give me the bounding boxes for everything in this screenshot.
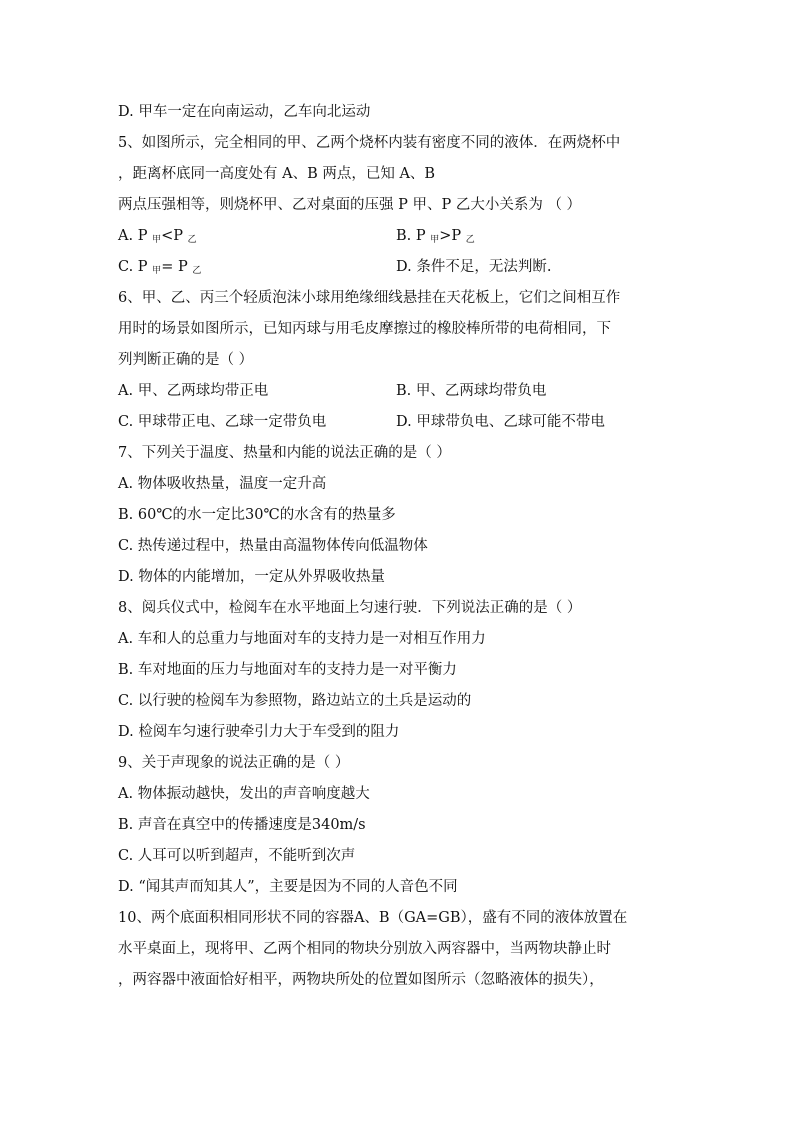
q10-stem-line-2: 水平桌面上，现将甲、乙两个相同的物块分别放入两容器中，当两物块静止时	[118, 941, 611, 957]
q6-option-b: B. 甲、乙两球均带负电	[396, 383, 547, 399]
q6-stem-line-3: 列判断正确的是（ ）	[118, 352, 254, 368]
q4-option-d: D. 甲车一定在向南运动，乙车向北运动	[118, 104, 371, 120]
q5-options-row-1	[118, 221, 678, 252]
q7-option-c: C. 热传递过程中，热量由高温物体传向低温物体	[118, 538, 428, 554]
question-8	[118, 593, 678, 748]
q9-option-b: B. 声音在真空中的传播速度是340m/s	[118, 817, 366, 833]
q6-options-row-1	[118, 376, 678, 407]
q9-option-c: C. 人耳可以听到超声，不能听到次声	[118, 848, 356, 864]
q7-option-a: A. 物体吸收热量，温度一定升高	[118, 476, 327, 492]
q7-stem: 7、下列关于温度、热量和内能的说法正确的是（ ）	[118, 445, 451, 461]
q5-option-d: D. 条件不足，无法判断.	[396, 259, 552, 275]
q5-option-b: B. P $_甲$>P $_乙$	[396, 228, 475, 245]
q5-stem-line-2: ，距离杯底同一高度处有 A、B 两点，已知 A、B	[118, 166, 436, 182]
q6-option-c: C. 甲球带正电、乙球一定带负电	[118, 414, 327, 430]
q5-options-row-2	[118, 252, 678, 283]
q7-option-d: D. 物体的内能增加，一定从外界吸收热量	[118, 569, 385, 585]
q7-option-b: B. 60℃的水一定比30℃的水含有的热量多	[118, 507, 396, 523]
q6-stem-line-2: 用时的场景如图所示，已知丙球与用毛皮摩擦过的橡胶棒所带的电荷相同，下	[118, 321, 611, 337]
q6-options-row-2	[118, 407, 678, 438]
q10-stem-line-3: ，两容器中液面恰好相平，两物块所处的位置如图所示（忽略液体的损失），	[118, 972, 604, 988]
q9-option-d: D. “闻其声而知其人”，主要是因为不同的人音色不同	[118, 879, 458, 895]
exam-page	[118, 97, 678, 996]
question-9	[118, 748, 678, 903]
q6-option-d: D. 甲球带负电、乙球可能不带电	[396, 414, 605, 430]
q9-stem: 9、关于声现象的说法正确的是（ ）	[118, 755, 350, 771]
q8-stem: 8、阅兵仪式中，检阅车在水平地面上匀速行驶．下列说法正确的是（ ）	[118, 600, 582, 616]
q6-stem-line-1: 6、甲、乙、丙三个轻质泡沫小球用绝缘细线悬挂在天花板上，它们之间相互作	[118, 290, 621, 306]
q5-stem-line-1: 5、如图所示，完全相同的甲、乙两个烧杯内装有密度不同的液体．在两烧杯中	[118, 135, 621, 151]
question-5	[118, 128, 678, 283]
q8-option-b: B. 车对地面的压力与地面对车的支持力是一对平衡力	[118, 662, 457, 678]
question-7	[118, 438, 678, 593]
q8-option-d: D. 检阅车匀速行驶牵引力大于车受到的阻力	[118, 724, 400, 740]
q10-stem-line-1: 10、两个底面积相同形状不同的容器A、B（GA=GB），盛有不同的液体放置在	[118, 910, 628, 926]
q5-option-c: C. P $_甲$= P $_乙$	[118, 259, 202, 276]
question-10	[118, 903, 678, 996]
q8-option-c: C. 以行驶的检阅车为参照物，路边站立的土兵是运动的	[118, 693, 472, 709]
q5-stem-line-3: 两点压强相等，则烧杯甲、乙对桌面的压强 P 甲、P 乙大小关系为 （ ）	[118, 197, 582, 213]
question-6	[118, 283, 678, 438]
q5-option-a: A. P $_甲$<P $_乙$	[118, 228, 197, 245]
q6-option-a: A. 甲、乙两球均带正电	[118, 383, 269, 399]
q8-option-a: A. 车和人的总重力与地面对车的支持力是一对相互作用力	[118, 631, 486, 647]
q9-option-a: A. 物体振动越快，发出的声音响度越大	[118, 786, 370, 802]
